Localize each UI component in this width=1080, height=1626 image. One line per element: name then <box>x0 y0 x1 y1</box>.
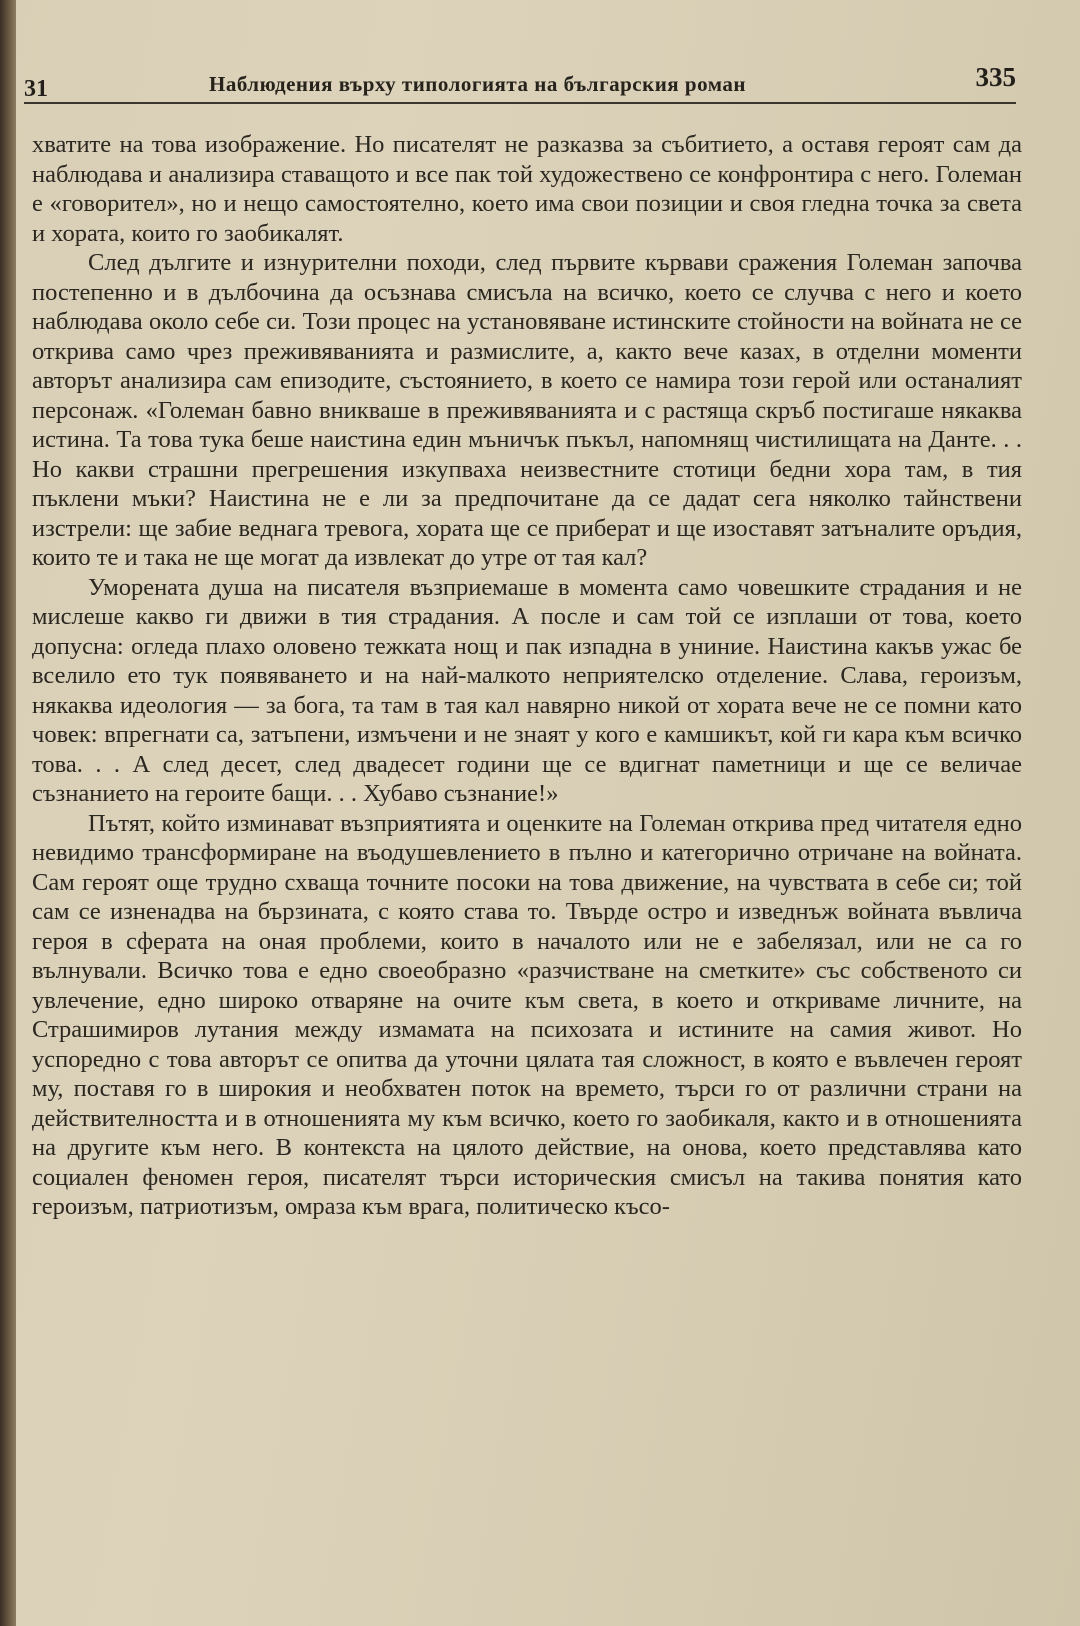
running-title: Наблюдения върху типологията на българския роман <box>209 72 746 96</box>
paragraph: След дългите и изнурителни походи, след първите кървави сражения Големан започва постепенно и в дълбочина да осъзнава смисъла на всичко, което се случва с него и което наблюдава около себе си. Този процес на установяване истинските стойности на войната не се открива само чрез преживяванията и размислите, а, както вече казах, в отделни моменти авторът анализира сам епизодите, състоянието, в което се намира този герой или останалият персонаж. «Големан бавно вникваше в преживяванията и с растяща скръб постигаше някаква истина. Та това тука беше наистина един мъничък пъкъл, напомнящ чистилищата на Данте. . . Но какви страшни прегрешения изкупваха неизвестните стотици бедни хора там, в тия пъклени мъки? Наистина не е ли за предпочитане да се дадат сега няколко тайнствени изстрели: ще забие веднага тревога, хората ще се приберат и ще изоставят затъналите оръдия, които те и така не ще могат да извлекат до утре от тая кал? <box>32 249 1022 571</box>
page-number: 335 <box>975 62 1016 92</box>
paragraph: Пътят, който изминават възприятията и оценките на Големан открива пред читателя едно невидимо трансформиране на въодушевлението в пълно и категорично отричане на войната. Сам героят още трудно схваща точните посоки на това движение, на чувствата в себе си; той сам се изненадва на бързината, с която става то. Твърде остро и изведнъж войната въвлича героя в сферата на оная проблеми, които в началото или не е забелязал, или не са го вълнували. Всичко това е едно своеобразно «разчистване на сметките» със собственото си увлечение, едно широко отваряне на очите към света, в което и откриваме личните, на Страшимиров лутания между измамата на психозата и истините на самия живот. Но успоредно с това авторът се опитва да уточни цялата тая сложност, в която е въвлечен героят му, поставя го в широкия и необхватен поток на времето, търси го от различни страни на действителността и в отношенията му към всичко, което го заобикаля, както и в отношенията на другите към него. В контекста на цялото действие, на онова, което представлява като социален феномен героя, писателят търси историческия смисъл на такива понятия като героизъм, патриотизъм, омраза към врага, политическо късо- <box>32 809 1022 1220</box>
body-text <box>32 130 1022 1222</box>
running-header <box>24 62 1016 104</box>
left-folio: 31 <box>24 76 48 102</box>
book-spine <box>0 0 16 1626</box>
paragraph-continuation: хватите на това изображение. Но писателят не разказва за събитието, а оставя героят сам да наблюдава и анализира ставащото и все пак той художествено се конфронтира с него. Големан е «говорител», но и нещо самостоятелно, което има свои позиции и своя гледна точка за света и хората, които го заобикалят. <box>32 131 1022 247</box>
paragraph: Уморената душа на писателя възприемаше в момента само човешките страдания и не мислеше какво ги движи в тия страдания. А после и сам той се изплаши от това, което допусна: огледа плахо оловено тежката нощ и пак изпадна в униние. Наистина какъв ужас бе вселило ето тук появяването и на най-малкото неприятелско отделение. Слава, героизъм, някаква идеология — за бога, та там в тая кал навярно никой от хората вече не се помни като човек: впрегнати са, затъпени, измъчени и не знаят у кого е камшикът, кой ги кара към всичко това. . . А след десет, след двадесет години ще се вдигнат паметници и ще се величае съзнанието на героите бащи. . . Хубаво съзнание!» <box>32 573 1022 807</box>
